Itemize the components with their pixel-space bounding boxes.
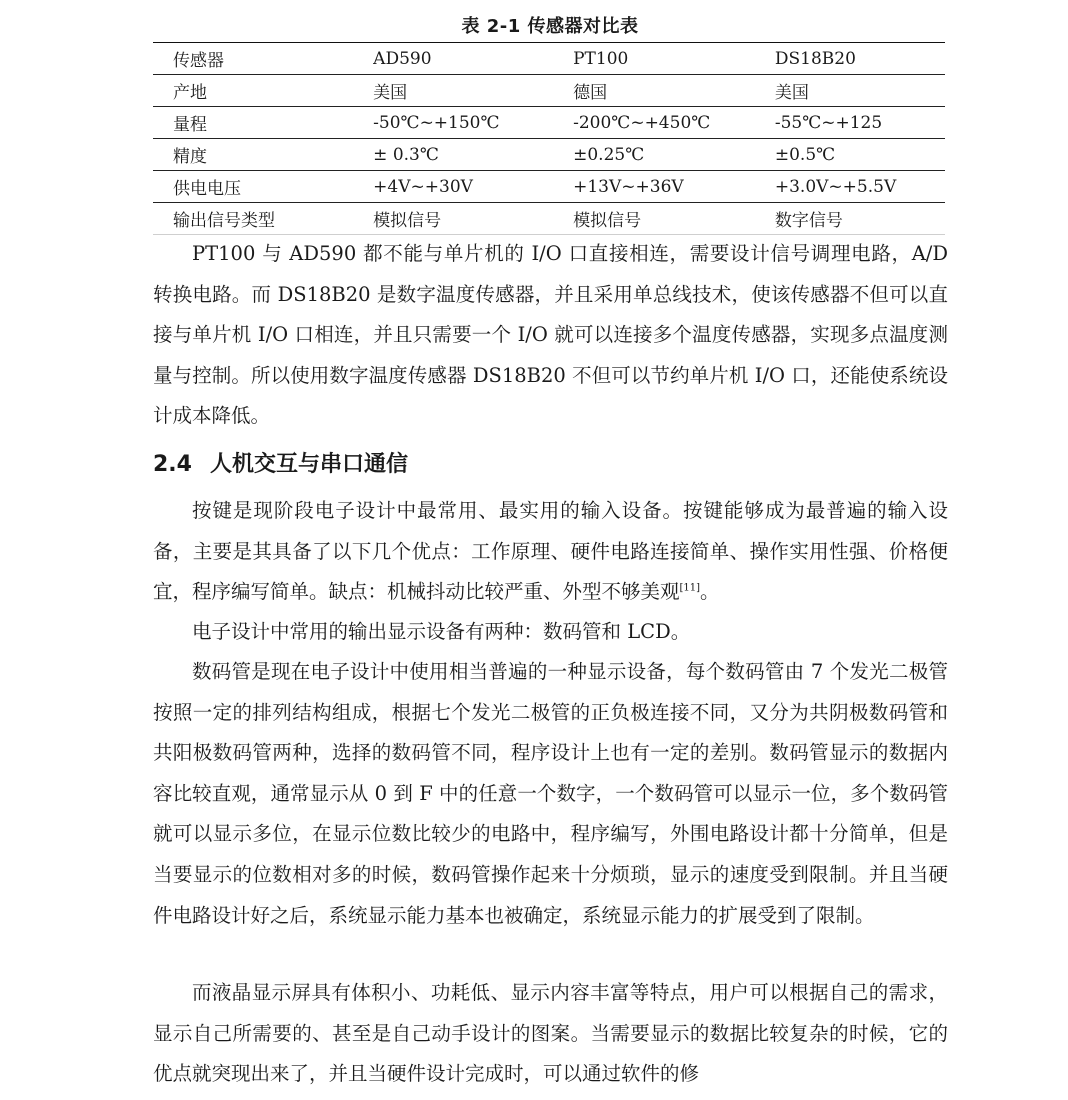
table-header-cell: DS18B20 bbox=[761, 43, 945, 75]
table-row bbox=[153, 107, 945, 139]
paragraph-buttons-text: 按键是现阶段电子设计中最常用、最实用的输入设备。按键能够成为最普遍的输入设备，主要是其具备了以下几个优点：工作原理、硬件电路连接简单、操作实用性强、价格便宜，程序编写简单。缺点：机械抖动比较严重、外型不够美观 bbox=[153, 499, 948, 604]
sensor-comparison-table bbox=[153, 42, 945, 235]
table-header-cell: AD590 bbox=[353, 43, 559, 75]
table-cell: +3.0V~+5.5V bbox=[761, 171, 945, 203]
table-cell: 精度 bbox=[153, 139, 353, 171]
section-title: 人机交互与串口通信 bbox=[209, 452, 408, 477]
table-cell: 美国 bbox=[353, 75, 559, 107]
table-row bbox=[153, 171, 945, 203]
table-cell: -200℃~+450℃ bbox=[559, 107, 761, 139]
section-heading bbox=[153, 445, 408, 485]
paragraph-buttons-end: 。 bbox=[700, 580, 720, 604]
table-cell: -50℃~+150℃ bbox=[353, 107, 559, 139]
table-cell: 模拟信号 bbox=[559, 203, 761, 235]
paragraph-lcd: 而液晶显示屏具有体积小、功耗低、显示内容丰富等特点，用户可以根据自己的需求，显示自己所需要的、甚至是自己动手设计的图案。当需要显示的数据比较复杂的时候，它的优点就突现出来了，并且当硬件设计完成时，可以通过软件的修 bbox=[153, 981, 948, 1086]
table-header-row bbox=[153, 43, 945, 75]
table-header-cell: PT100 bbox=[559, 43, 761, 75]
paragraph-buttons bbox=[153, 491, 948, 613]
table-row bbox=[153, 139, 945, 171]
table-cell: ± 0.3℃ bbox=[353, 139, 559, 171]
table-cell: ±0.25℃ bbox=[559, 139, 761, 171]
table-cell: ±0.5℃ bbox=[761, 139, 945, 171]
table-cell: 供电电压 bbox=[153, 171, 353, 203]
table-header-cell: 传感器 bbox=[153, 43, 353, 75]
table-cell: +13V~+36V bbox=[559, 171, 761, 203]
table-cell: 模拟信号 bbox=[353, 203, 559, 235]
paragraph-seven-segment: 数码管是现在电子设计中使用相当普遍的一种显示设备，每个数码管由 7 个发光二极管按照一定的排列结构组成，根据七个发光二极管的正负极连接不同，又分为共阴极数码管和共阳极数码管两种，选择的数码管不同，程序设计上也有一定的差别。数码管显示的数据内容比较直观，通常显示从 0 到 F 中的任意一个数字，一个数码管可以显示一位，多个数码管就可以显示多位，在显示位数比较少的电路中，程序编写，外围电路设计都十分简单，但是当要显示的位数相对多的时候，数码管操作起来十分烦琐，显示的速度受到限制。并且当硬件电路设计好之后，系统显示能力基本也被确定，系统显示能力的扩展受到了限制。 bbox=[153, 660, 948, 927]
table-cell: 量程 bbox=[153, 107, 353, 139]
table-cell: 产地 bbox=[153, 75, 353, 107]
table-cell: 输出信号类型 bbox=[153, 203, 353, 235]
paragraph-sensor-comparison: PT100 与 AD590 都不能与单片机的 I/O 口直接相连，需要设计信号调理电路，A/D 转换电路。而 DS18B20 是数字温度传感器，并且采用单总线技术，使该传感器不但可以直接与单片机 I/O 口相连，并且只需要一个 I/O 就可以连接多个温度传感器，实现多点温度测量与控制。所以使用数字温度传感器 DS18B20 不但可以节约单片机 I/O 口，还能使系统设计成本降低。 bbox=[153, 242, 948, 428]
table-cell: 数字信号 bbox=[761, 203, 945, 235]
table-cell: 德国 bbox=[559, 75, 761, 107]
section-number: 2.4 bbox=[153, 452, 192, 477]
table-caption: 表 2-1 传感器对比表 bbox=[461, 16, 639, 37]
table-row bbox=[153, 75, 945, 107]
table-cell: 美国 bbox=[761, 75, 945, 107]
paragraph-output-devices: 电子设计中常用的输出显示设备有两种：数码管和 LCD。 bbox=[192, 620, 691, 643]
table-cell: +4V~+30V bbox=[353, 171, 559, 203]
citation-reference: [11] bbox=[679, 582, 701, 594]
table-row bbox=[153, 203, 945, 235]
table-cell: -55℃~+125 bbox=[761, 107, 945, 139]
